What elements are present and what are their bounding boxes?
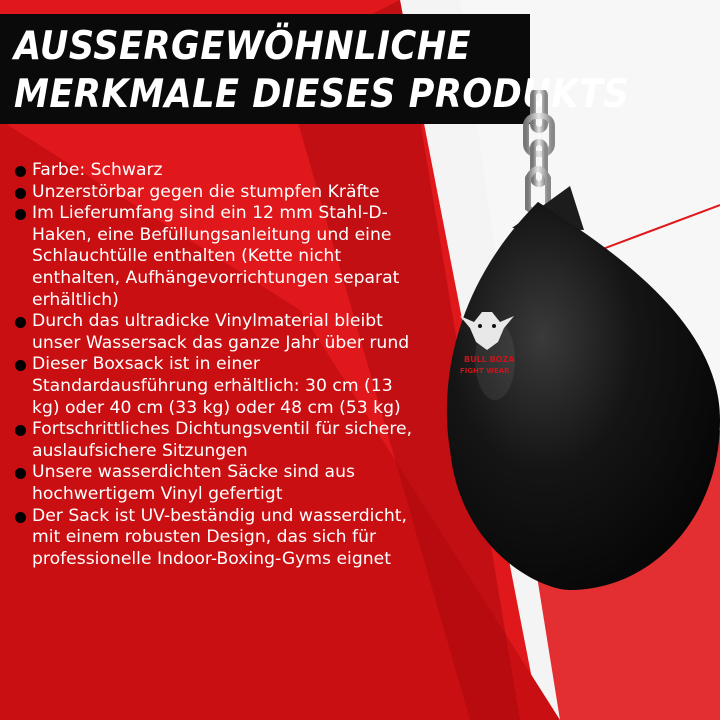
feature-item: Der Sack ist UV-beständig und wasserdicht, mit einem robusten Design, das sich für professionelle Indoor-Boxing-Gyms eignet bbox=[14, 506, 414, 571]
title-line-2: MERKMALE DIESES PRODUKTS bbox=[14, 72, 630, 117]
feature-item: Fortschrittliches Dichtungsventil für sichere, auslaufsichere Sitzungen bbox=[14, 419, 414, 462]
brand-name: BULL BOZA bbox=[464, 355, 515, 364]
feature-item: Unsere wasserdichten Säcke sind aus hochwertigem Vinyl gefertigt bbox=[14, 462, 414, 505]
feature-list bbox=[14, 160, 414, 570]
water-bag-image bbox=[420, 90, 720, 690]
feature-item: Durch das ultradicke Vinylmaterial bleibt unser Wassersack das ganze Jahr über rund bbox=[14, 311, 414, 354]
title-line-1: AUSSERGEWÖHNLICHE bbox=[14, 24, 472, 69]
chain-icon bbox=[526, 90, 552, 212]
feature-item: Im Lieferumfang sind ein 12 mm Stahl-D-Haken, eine Befüllungsanleitung und eine Schlauchtülle enthalten (Kette nicht enthalten, Aufhängevorrichtungen separat erhältlich) bbox=[14, 203, 414, 311]
feature-item: Dieser Boxsack ist in einer Standardausführung erhältlich: 30 cm (13 kg) oder 40 cm (33 kg) oder 48 cm (53 kg) bbox=[14, 354, 414, 419]
feature-item: Unzerstörbar gegen die stumpfen Kräfte bbox=[14, 182, 414, 204]
brand-subtitle: FIGHT WEAR bbox=[460, 367, 510, 375]
feature-item: Farbe: Schwarz bbox=[14, 160, 414, 182]
